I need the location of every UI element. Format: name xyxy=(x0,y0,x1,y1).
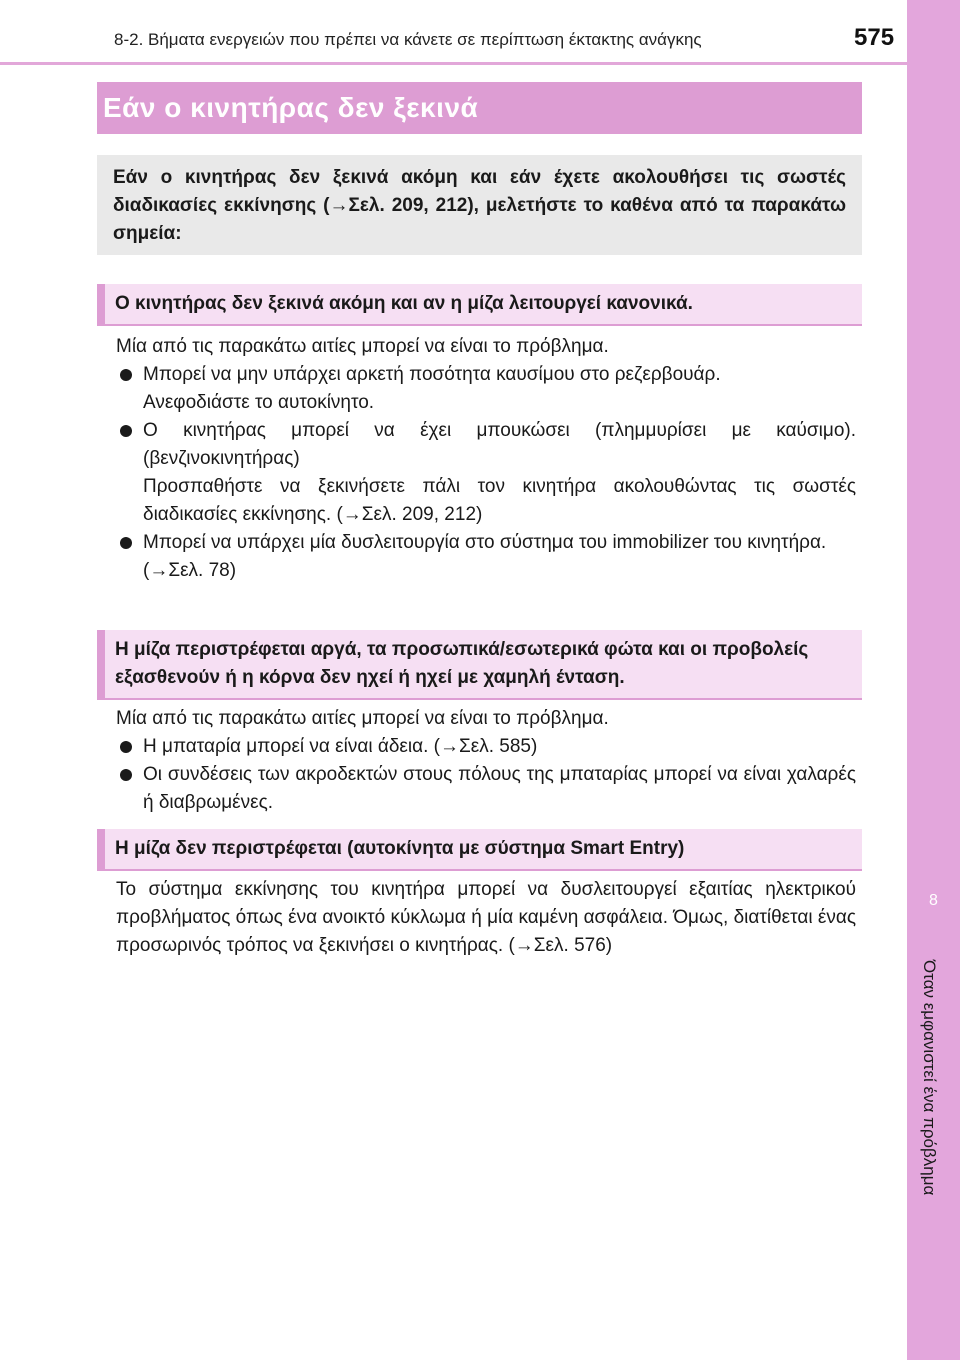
section-1-lead: Μία από τις παρακάτω αιτίες μπορεί να είναι το πρόβλημα. xyxy=(116,336,609,357)
section-heading-2: Η μίζα περιστρέφεται αργά, τα προσωπικά/εσωτερικά φώτα και οι προβολείς εξασθενούν ή η κόρνα δεν ηχεί ή ηχεί με χαμηλή ένταση. xyxy=(97,630,862,700)
section-2-lead: Μία από τις παρακάτω αιτίες μπορεί να είναι το πρόβλημα. xyxy=(116,708,609,729)
bullet-text: Η μπαταρία μπορεί να είναι άδεια. (→Σελ. 585) xyxy=(143,736,538,757)
chapter-header: 8-2. Βήματα ενεργειών που πρέπει να κάνετε σε περίπτωση έκτακτης ανάγκης xyxy=(114,30,702,49)
section-heading-1: Ο κινητήρας δεν ξεκινά ακόμη και αν η μίζα λειτουργεί κανονικά. xyxy=(97,284,862,326)
list-item xyxy=(116,733,856,761)
bullet-dot-icon xyxy=(120,741,132,753)
bullet-text: Ο κινητήρας μπορεί να έχει μπουκώσει (πλημμυρίσει με καύσιμο). (βενζινοκινητήρας) xyxy=(143,420,856,469)
section-heading-3: Η μίζα δεν περιστρέφεται (αυτοκίνητα με σύστημα Smart Entry) xyxy=(97,829,862,871)
bullet-note: Ανεφοδιάστε το αυτοκίνητο. xyxy=(143,392,375,413)
list-item xyxy=(116,361,856,417)
bullet-text: Μπορεί να μην υπάρχει αρκετή ποσότητα καυσίμου στο ρεζερβουάρ. xyxy=(143,364,721,385)
page-title: Εάν ο κινητήρας δεν ξεκινά xyxy=(97,82,862,134)
bullet-dot-icon xyxy=(120,769,132,781)
chapter-side-tab[interactable] xyxy=(907,0,960,1360)
list-item xyxy=(116,417,856,529)
bullet-dot-icon xyxy=(120,425,132,437)
bullet-note: Προσπαθήστε να ξεκινήσετε πάλι τον κινητήρα ακολουθώντας τις σωστές διαδικασίες εκκίνησης. (→Σελ. 209, 212) xyxy=(143,476,856,525)
bullet-text: Οι συνδέσεις των ακροδεκτών στους πόλους της μπαταρίας μπορεί να είναι χαλαρές ή διαβρωμένες. xyxy=(143,764,856,813)
bullet-text: Μπορεί να υπάρχει μία δυσλειτουργία στο σύστημα του immobilizer του κινητήρα. xyxy=(143,532,827,553)
list-item xyxy=(116,761,856,817)
list-item xyxy=(116,529,856,585)
bullet-dot-icon xyxy=(120,537,132,549)
page-number: 575 xyxy=(854,24,895,51)
header-divider xyxy=(0,62,960,65)
chapter-tab-label: Όταν εμφανιστεί ένα πρόβλημα xyxy=(920,960,939,1196)
bullet-dot-icon xyxy=(120,369,132,381)
intro-box: Εάν ο κινητήρας δεν ξεκινά ακόμη και εάν έχετε ακολουθήσει τις σωστές διαδικασίες εκκίνησης (→Σελ. 209, 212), μελετήστε το καθένα από τα παρακάτω σημεία: xyxy=(97,155,862,255)
section-3-body: Το σύστημα εκκίνησης του κινητήρα μπορεί να δυσλειτουργεί εξαιτίας ηλεκτρικού προβλήματος όπως ένα ανοικτό κύκλωμα ή μία καμένη ασφάλεια. Όμως, διατίθεται ένας προσωρινός τρόπος να ξεκινήσει ο κινητήρας. (→Σελ. 576) xyxy=(116,879,856,956)
bullet-note: (→Σελ. 78) xyxy=(143,560,237,581)
chapter-number: 8 xyxy=(929,892,938,909)
